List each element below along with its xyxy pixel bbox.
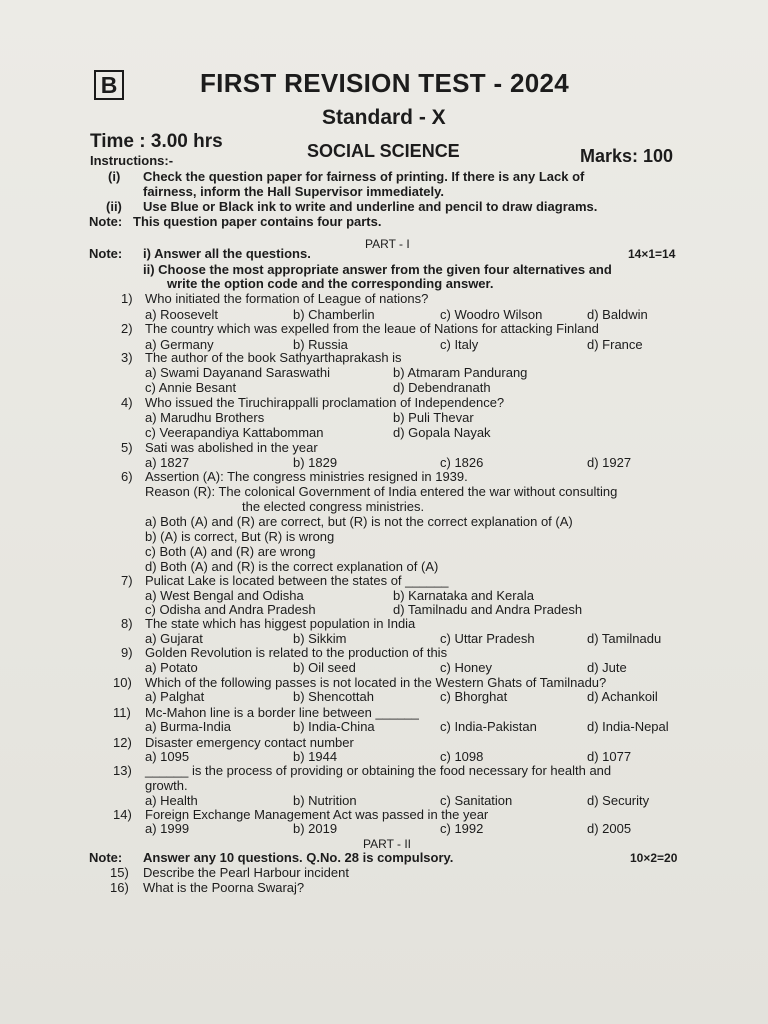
time-label: Time : 3.00 hrs — [90, 131, 223, 152]
option-text: b) Shencottah — [293, 689, 374, 704]
question-text: Golden Revolution is related to the production of this — [145, 645, 448, 660]
marks-label: Marks: 100 — [580, 146, 674, 166]
subject-label: SOCIAL SCIENCE — [307, 141, 460, 161]
question-number: 14) — [113, 807, 132, 822]
option-text: b) 2019 — [293, 821, 338, 836]
option-text: c) Odisha and Andra Pradesh — [145, 602, 316, 617]
question-number: 1) — [121, 291, 133, 306]
option-text: c) Uttar Pradesh — [440, 631, 535, 646]
question-text: Assertion (A): The congress ministries resigned in 1939. — [145, 469, 468, 484]
option-text: c) Honey — [440, 660, 493, 675]
question-number: 2) — [121, 321, 133, 336]
option-text: b) Chamberlin — [293, 307, 375, 322]
instructions-label: Instructions:- — [90, 153, 174, 168]
question-text: Reason (R): The colonical Government of India entered the war without consulting — [145, 484, 618, 499]
question-number: 16) — [110, 880, 129, 895]
option-text: b) (A) is correct, But (R) is wrong — [145, 529, 335, 544]
option-text: a) Gujarat — [145, 631, 203, 646]
part-one-heading: PART - I — [365, 237, 410, 251]
option-text: b) Atmaram Pandurang — [393, 365, 528, 380]
option-text: a) 1827 — [145, 455, 190, 470]
note-text: This question paper contains four parts. — [133, 214, 382, 229]
exam-title: FIRST REVISION TEST - 2024 — [200, 68, 569, 98]
instruction-number: (ii) — [106, 199, 122, 214]
option-text: c) Bhorghat — [440, 689, 508, 704]
question-number: 11) — [113, 705, 131, 720]
note-label: Note: — [89, 850, 123, 865]
option-text: d) Debendranath — [393, 380, 491, 395]
option-text: d) India-Nepal — [587, 719, 669, 734]
option-text: d) 1077 — [587, 749, 632, 764]
option-text: a) Germany — [145, 337, 214, 352]
option-text: c) Woodro Wilson — [440, 307, 543, 322]
instruction-number: (i) — [108, 169, 121, 184]
instruction-text: fairness, inform the Hall Supervisor immediately. — [143, 184, 445, 199]
option-text: a) Both (A) and (R) are correct, but (R) is not the correct explanation of (A) — [145, 514, 573, 529]
option-text: d) Tamilnadu — [587, 631, 662, 646]
standard-label: Standard - X — [322, 106, 446, 129]
question-text: Pulicat Lake is located between the states of ______ — [145, 573, 449, 588]
option-text: c) Annie Besant — [145, 380, 237, 395]
question-text: Sati was abolished in the year — [145, 440, 318, 455]
question-number: 10) — [113, 675, 132, 690]
option-text: c) Sanitation — [440, 793, 513, 808]
question-text: Disaster emergency contact number — [145, 735, 354, 750]
question-number: 13) — [113, 763, 132, 778]
option-text: a) Burma-India — [145, 719, 231, 734]
set-badge: B — [94, 70, 124, 100]
option-text: d) Jute — [587, 660, 627, 675]
question-text: What is the Poorna Swaraj? — [143, 880, 305, 895]
option-text: b) 1944 — [293, 749, 338, 764]
option-text: d) Achankoil — [587, 689, 658, 704]
option-text: d) Both (A) and (R) is the correct explanation of (A) — [145, 559, 439, 574]
option-text: b) Sikkim — [293, 631, 347, 646]
option-text: c) 1098 — [440, 749, 484, 764]
option-text: b) Puli Thevar — [393, 410, 474, 425]
option-text: d) Gopala Nayak — [393, 425, 491, 440]
option-text: a) 1999 — [145, 821, 190, 836]
option-text: a) Marudhu Brothers — [145, 410, 265, 425]
question-text: growth. — [145, 778, 188, 793]
question-number: 7) — [121, 573, 133, 588]
option-text: b) Russia — [293, 337, 348, 352]
question-number: 5) — [121, 440, 133, 455]
part-two-heading: PART - II — [363, 837, 412, 851]
question-text: Which of the following passes is not located in the Western Ghats of Tamilnadu? — [145, 675, 607, 690]
question-text: Who issued the Tiruchirappalli proclamation of Independence? — [145, 395, 505, 410]
note-label: Note: — [89, 214, 123, 229]
question-text: The state which has higgest population in India — [145, 616, 416, 631]
option-text: a) 1095 — [145, 749, 190, 764]
option-text: a) Potato — [145, 660, 198, 675]
question-text: the elected congress ministries. — [242, 499, 425, 514]
option-text: d) Tamilnadu and Andra Pradesh — [393, 602, 583, 617]
note-text: write the option code and the corresponding answer. — [167, 276, 494, 291]
question-number: 4) — [121, 395, 133, 410]
question-text: Describe the Pearl Harbour incident — [143, 865, 349, 880]
option-text: c) Both (A) and (R) are wrong — [145, 544, 316, 559]
option-text: b) India-China — [293, 719, 375, 734]
option-text: d) 2005 — [587, 821, 632, 836]
option-text: b) Karnataka and Kerala — [393, 588, 534, 603]
note-text: i) Answer all the questions. — [143, 246, 311, 261]
option-text: d) 1927 — [587, 455, 632, 470]
option-text: c) 1826 — [440, 455, 484, 470]
option-text: a) Roosevelt — [145, 307, 218, 322]
question-number: 15) — [110, 865, 129, 880]
option-text: a) West Bengal and Odisha — [145, 588, 304, 603]
option-text: c) Veerapandiya Kattabomman — [145, 425, 324, 440]
option-text: a) Palghat — [145, 689, 205, 704]
question-number: 9) — [121, 645, 133, 660]
option-text: c) India-Pakistan — [440, 719, 537, 734]
question-number: 12) — [113, 735, 132, 750]
question-text: Foreign Exchange Management Act was passed in the year — [145, 807, 489, 822]
option-text: a) Health — [145, 793, 198, 808]
option-text: c) Italy — [440, 337, 479, 352]
question-text: ______ is the process of providing or obtaining the food necessary for health and — [145, 763, 612, 778]
section-marks: 14×1=14 — [628, 247, 676, 261]
note-text: Answer any 10 questions. Q.No. 28 is compulsory. — [143, 850, 454, 865]
option-text: c) 1992 — [440, 821, 484, 836]
question-number: 3) — [121, 350, 133, 365]
instruction-text: Check the question paper for fairness of printing. If there is any Lack of — [143, 169, 585, 184]
instruction-text: Use Blue or Black ink to write and underline and pencil to draw diagrams. — [143, 199, 598, 214]
question-text: Who initiated the formation of League of nations? — [145, 291, 429, 306]
note-text: ii) Choose the most appropriate answer from the given four alternatives and — [143, 262, 612, 277]
option-text: d) France — [587, 337, 643, 352]
question-text: The country which was expelled from the leaue of Nations for attacking Finland — [145, 321, 599, 336]
question-text: The author of the book Sathyarthaprakash is — [145, 350, 402, 365]
option-text: a) Swami Dayanand Saraswathi — [145, 365, 330, 380]
option-text: d) Security — [587, 793, 650, 808]
option-text: d) Baldwin — [587, 307, 648, 322]
question-text: Mc-Mahon line is a border line between ______ — [145, 705, 419, 720]
question-number: 6) — [121, 469, 133, 484]
option-text: b) Oil seed — [293, 660, 356, 675]
option-text: b) Nutrition — [293, 793, 357, 808]
option-text: b) 1829 — [293, 455, 338, 470]
note-label: Note: — [89, 246, 123, 261]
section-marks: 10×2=20 — [630, 851, 678, 865]
question-number: 8) — [121, 616, 133, 631]
